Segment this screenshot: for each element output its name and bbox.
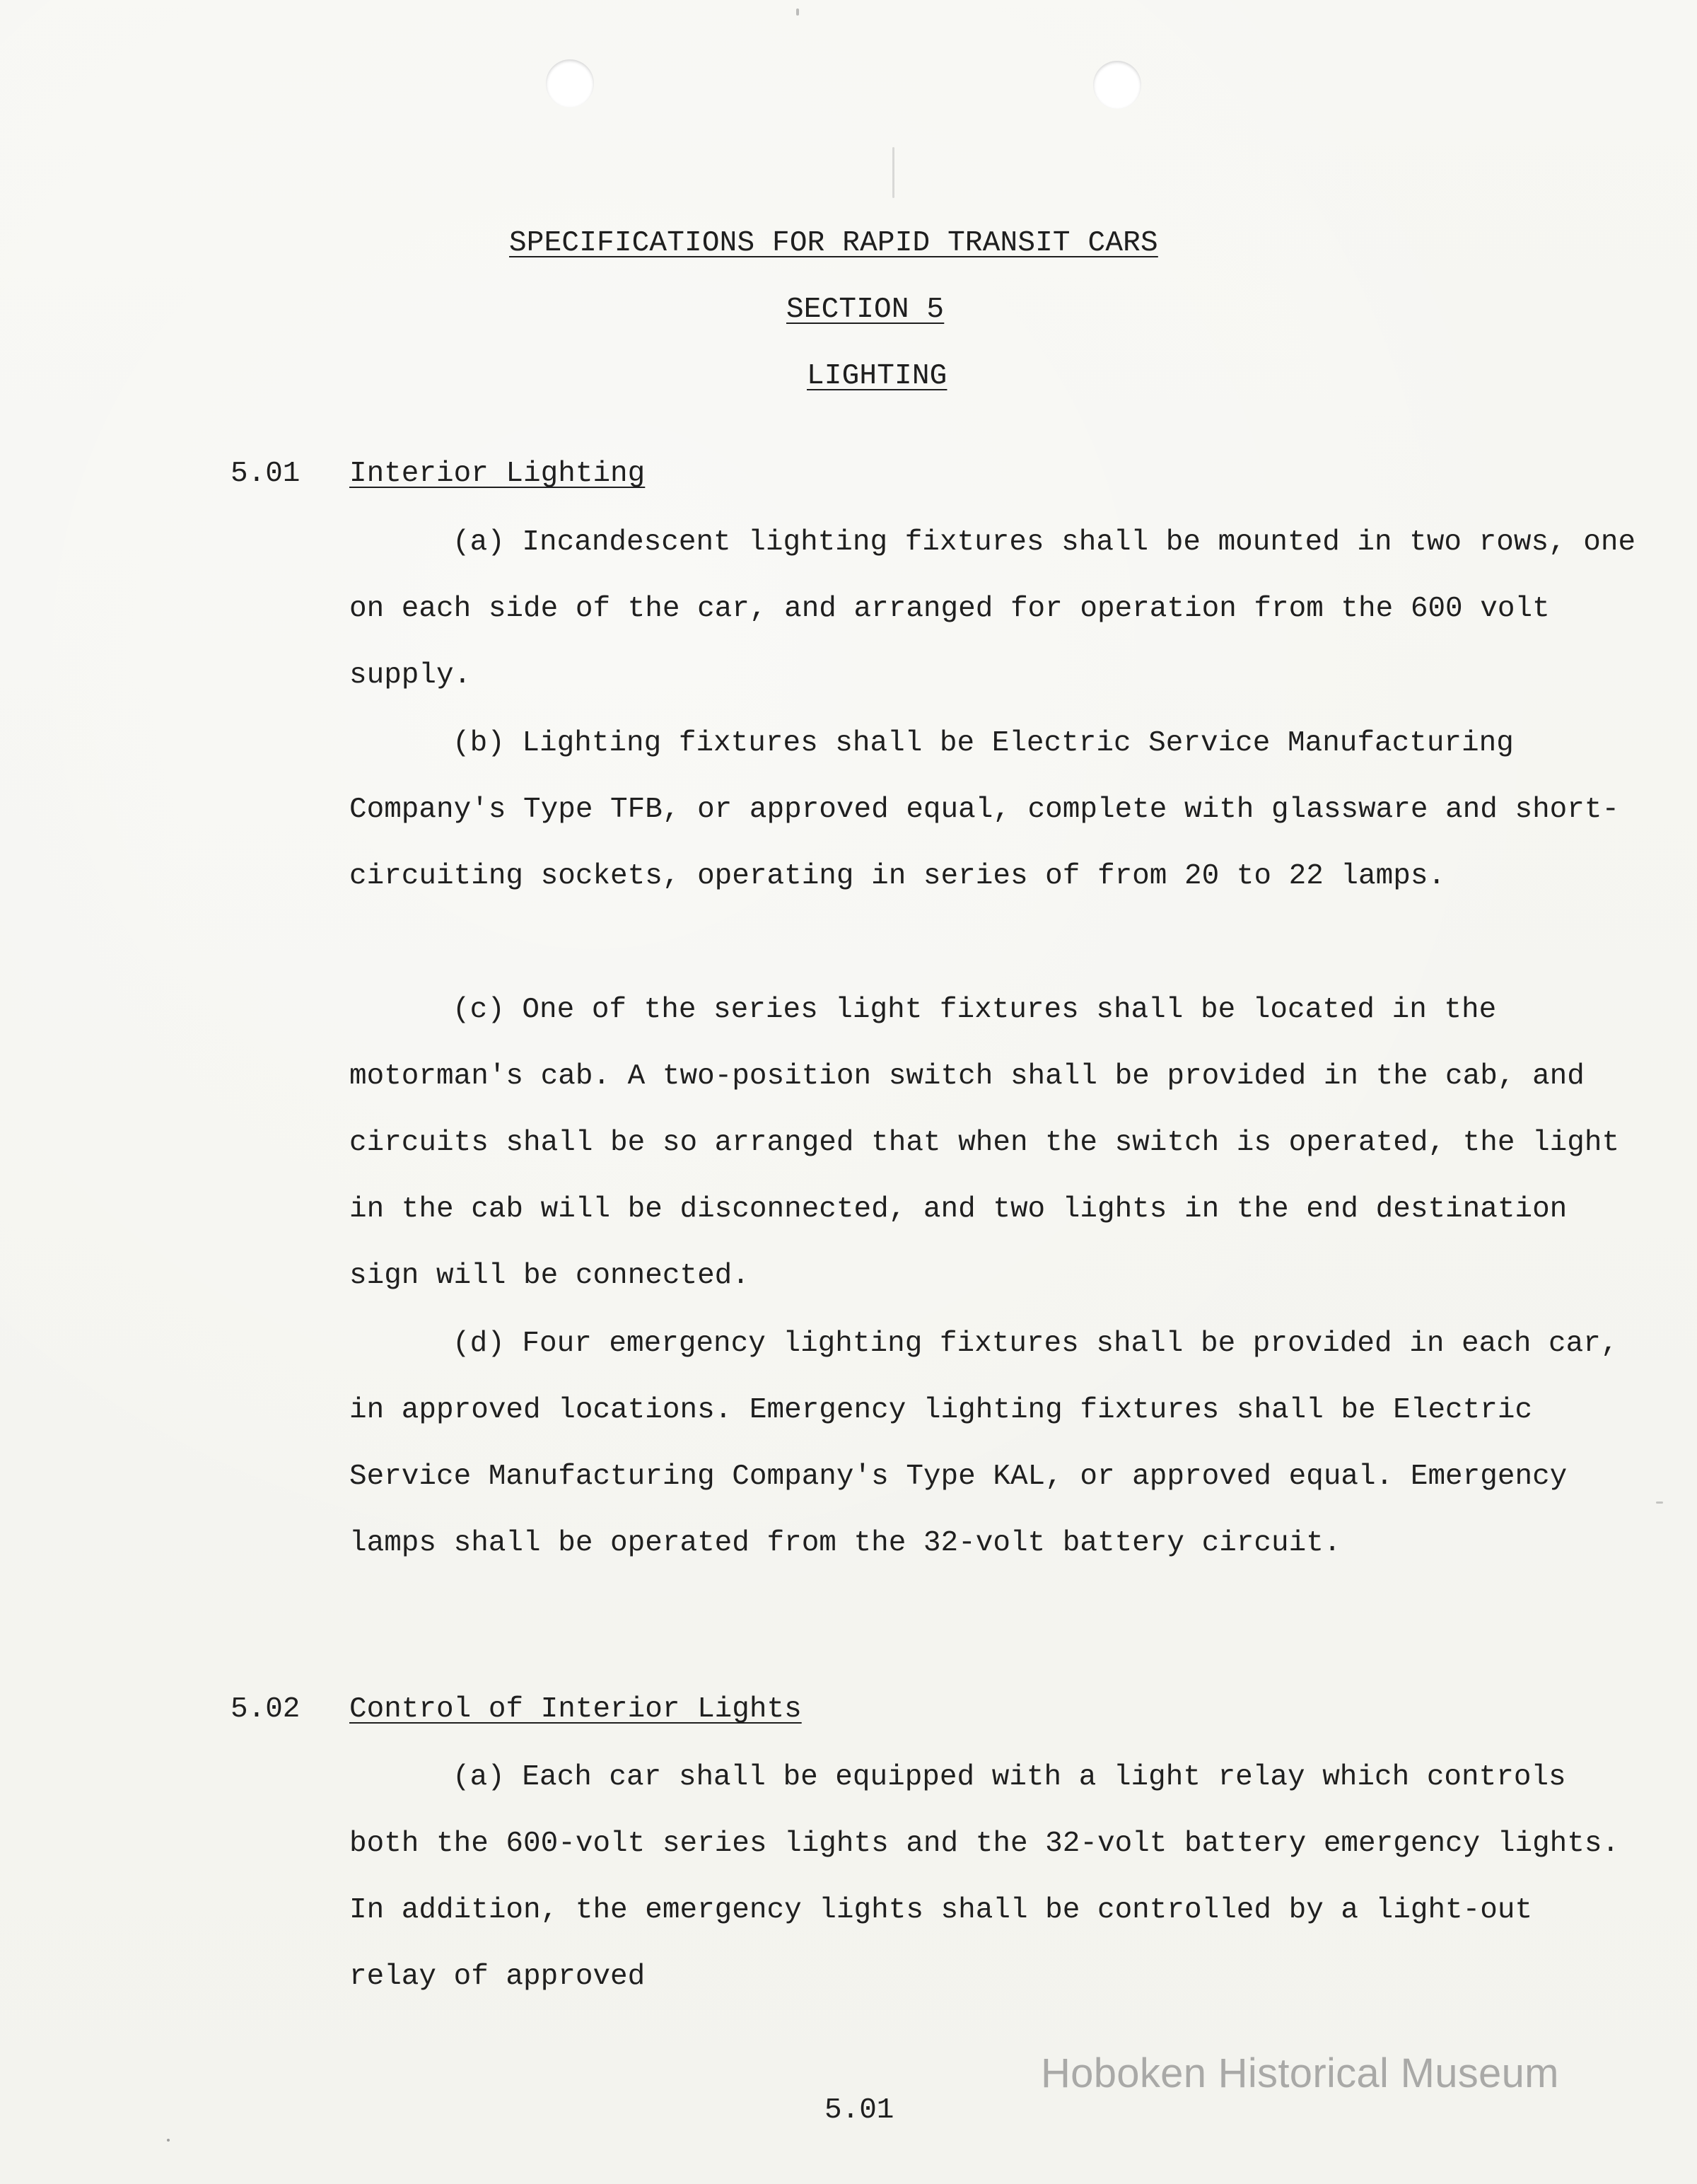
document-title: SPECIFICATIONS FOR RAPID TRANSIT CARS — [509, 227, 1158, 260]
paragraph: (b) Lighting fixtures shall be Electric Service Manufacturing Company's Type TFB, or approved equal, complete with glassware and short-circuiting sockets, operating in series of from 20 to 22 lamps. — [349, 727, 1620, 893]
punch-hole-right — [1093, 61, 1141, 109]
section-heading: Interior Lighting — [349, 458, 646, 490]
margin-mark — [892, 147, 894, 198]
margin-mark — [167, 2139, 170, 2142]
paragraph: (c) One of the series light fixtures shall be located in the motorman's cab. A two-position switch shall be provided in the cab, and circuits shall be so arranged that when the switch is operated, the light in the cab will be disconnected, and two lights in the end destination sign will be connected. — [349, 994, 1620, 1292]
margin-mark — [796, 8, 799, 16]
section-title: SECTION 5 — [786, 294, 945, 326]
subject-title: LIGHTING — [807, 360, 947, 393]
margin-mark — [1656, 1502, 1663, 1504]
section-heading: Control of Interior Lights — [349, 1693, 802, 1726]
museum-watermark: Hoboken Historical Museum — [1041, 2050, 1559, 2096]
section-number: 5.01 — [231, 458, 301, 490]
paragraph: (a) Each car shall be equipped with a light relay which controls both the 600-volt series lights and the 32-volt battery emergency lights. In addition, the emergency lights shall be controlled by a light-out relay of approved — [349, 1761, 1620, 1993]
page-number: 5.01 — [824, 2094, 894, 2127]
paragraph: (d) Four emergency lighting fixtures shall be provided in each car, in approved locations. Emergency lighting fixtures shall be Electric Service Manufacturing Company's Type KAL, or approved equal. Emergency lamps shall be operated from the 32-volt battery circuit. — [349, 1328, 1619, 1559]
punch-hole-left — [546, 59, 594, 108]
section-number: 5.02 — [231, 1693, 301, 1726]
paragraph: (a) Incandescent lighting fixtures shall be mounted in two rows, one on each side of the car, and arranged for operation from the 600 volt supply. — [349, 526, 1636, 692]
